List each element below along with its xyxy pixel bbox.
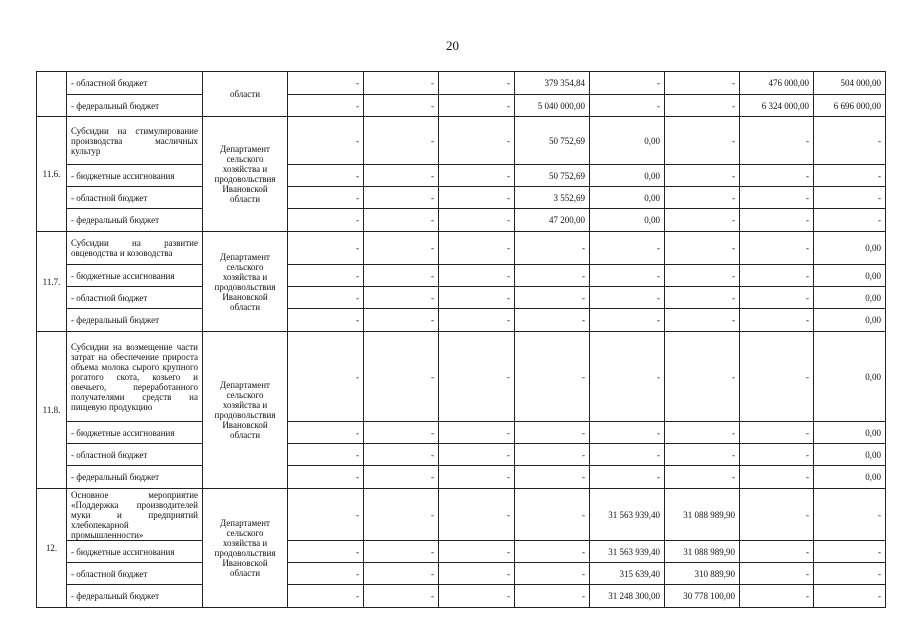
value-cell: - xyxy=(665,287,740,309)
page-number: 20 xyxy=(446,38,459,53)
value-cell: - xyxy=(288,466,364,489)
value-cell: 0,00 xyxy=(814,444,886,466)
value-cell: - xyxy=(814,585,886,608)
row-description: - федеральный бюджет xyxy=(67,95,203,117)
value-cell: - xyxy=(590,287,665,309)
table-row xyxy=(37,209,886,232)
value-cell: - xyxy=(439,72,515,95)
value-cell: - xyxy=(439,444,515,466)
table-row xyxy=(37,489,886,541)
value-cell: - xyxy=(590,422,665,444)
value-cell: - xyxy=(439,287,515,309)
value-cell: - xyxy=(288,209,364,232)
value-cell: - xyxy=(814,117,886,165)
row-description: - бюджетные ассигнования xyxy=(67,541,203,563)
value-cell: - xyxy=(364,287,439,309)
row-description: - областной бюджет xyxy=(67,72,203,95)
value-cell: 0,00 xyxy=(814,332,886,422)
value-cell: - xyxy=(740,422,814,444)
value-cell: - xyxy=(515,563,590,585)
table-row xyxy=(37,187,886,209)
value-cell: - xyxy=(814,209,886,232)
value-cell: - xyxy=(740,444,814,466)
value-cell: - xyxy=(364,422,439,444)
value-cell: 0,00 xyxy=(814,466,886,489)
value-cell: 0,00 xyxy=(814,232,886,265)
table-row xyxy=(37,332,886,422)
value-cell: - xyxy=(364,165,439,187)
table-row xyxy=(37,165,886,187)
budget-table xyxy=(36,71,886,608)
item-number: 12. xyxy=(37,489,67,608)
value-cell: 0,00 xyxy=(590,187,665,209)
value-cell: 0,00 xyxy=(590,117,665,165)
value-cell: - xyxy=(740,489,814,541)
value-cell: - xyxy=(665,466,740,489)
value-cell: - xyxy=(665,232,740,265)
value-cell: 5 040 000,00 xyxy=(515,95,590,117)
value-cell: - xyxy=(740,287,814,309)
value-cell: - xyxy=(288,563,364,585)
table-row xyxy=(37,585,886,608)
value-cell: - xyxy=(439,265,515,287)
item-number xyxy=(37,72,67,117)
row-description: - федеральный бюджет xyxy=(67,466,203,489)
table-row xyxy=(37,541,886,563)
value-cell: - xyxy=(364,95,439,117)
value-cell: 6 324 000,00 xyxy=(740,95,814,117)
value-cell: 0,00 xyxy=(814,422,886,444)
value-cell: - xyxy=(288,541,364,563)
value-cell: 379 354,84 xyxy=(515,72,590,95)
row-description: - областной бюджет xyxy=(67,287,203,309)
value-cell: - xyxy=(515,309,590,332)
value-cell: - xyxy=(439,187,515,209)
value-cell: - xyxy=(814,563,886,585)
table-row xyxy=(37,95,886,117)
value-cell: 315 639,40 xyxy=(590,563,665,585)
value-cell: - xyxy=(665,309,740,332)
value-cell: - xyxy=(288,489,364,541)
value-cell: - xyxy=(665,95,740,117)
value-cell: 504 000,00 xyxy=(814,72,886,95)
executor: Департамент сельского хозяйства и продовольствия Ивановской области xyxy=(203,117,288,232)
item-number: 11.6. xyxy=(37,117,67,232)
value-cell: 31 088 989,90 xyxy=(665,489,740,541)
value-cell: - xyxy=(439,209,515,232)
row-description: - федеральный бюджет xyxy=(67,585,203,608)
value-cell: 0,00 xyxy=(814,265,886,287)
value-cell: 31 248 300,00 xyxy=(590,585,665,608)
row-description: - бюджетные ассигнования xyxy=(67,265,203,287)
value-cell: - xyxy=(288,287,364,309)
value-cell: - xyxy=(665,422,740,444)
value-cell: - xyxy=(740,585,814,608)
value-cell: - xyxy=(364,332,439,422)
value-cell: - xyxy=(439,309,515,332)
value-cell: - xyxy=(665,187,740,209)
value-cell: - xyxy=(364,72,439,95)
value-cell: - xyxy=(439,165,515,187)
value-cell: - xyxy=(288,422,364,444)
table-body xyxy=(37,72,886,608)
row-description: - бюджетные ассигнования xyxy=(67,165,203,187)
value-cell: 0,00 xyxy=(590,209,665,232)
value-cell: - xyxy=(515,232,590,265)
value-cell: - xyxy=(665,72,740,95)
value-cell: - xyxy=(740,541,814,563)
value-cell: - xyxy=(814,165,886,187)
value-cell: - xyxy=(439,585,515,608)
table-row xyxy=(37,232,886,265)
value-cell: - xyxy=(740,563,814,585)
value-cell: - xyxy=(364,563,439,585)
row-description: - областной бюджет xyxy=(67,563,203,585)
table-row xyxy=(37,117,886,165)
value-cell: - xyxy=(364,117,439,165)
value-cell: - xyxy=(364,265,439,287)
value-cell: - xyxy=(515,541,590,563)
executor: области xyxy=(203,72,288,117)
value-cell: 3 552,69 xyxy=(515,187,590,209)
value-cell: - xyxy=(364,541,439,563)
value-cell: - xyxy=(740,117,814,165)
value-cell: 476 000,00 xyxy=(740,72,814,95)
table-row xyxy=(37,444,886,466)
row-description: Субсидии на стимулирование производства масличных культур xyxy=(67,117,203,165)
value-cell: - xyxy=(814,489,886,541)
executor: Департамент сельского хозяйства и продовольствия Ивановской области xyxy=(203,332,288,489)
value-cell: - xyxy=(665,165,740,187)
value-cell: - xyxy=(590,232,665,265)
value-cell: - xyxy=(364,466,439,489)
value-cell: - xyxy=(814,541,886,563)
value-cell: - xyxy=(515,287,590,309)
value-cell: - xyxy=(740,309,814,332)
value-cell: - xyxy=(364,209,439,232)
value-cell: - xyxy=(288,309,364,332)
value-cell: 6 696 000,00 xyxy=(814,95,886,117)
value-cell: 47 200,00 xyxy=(515,209,590,232)
row-description: Субсидии на развитие овцеводства и козоводства xyxy=(67,232,203,265)
value-cell: - xyxy=(439,232,515,265)
value-cell: - xyxy=(364,309,439,332)
item-number: 11.7. xyxy=(37,232,67,332)
value-cell: - xyxy=(814,187,886,209)
value-cell: - xyxy=(288,165,364,187)
value-cell: - xyxy=(515,332,590,422)
value-cell: - xyxy=(439,332,515,422)
row-description: Субсидии на возмещение части затрат на обеспечение прироста объема молока сырого крупного рогатого скота, козьего и овечьего, переработанного получателями средств на пищевую продукцию xyxy=(67,332,203,422)
value-cell: 50 752,69 xyxy=(515,165,590,187)
value-cell: - xyxy=(288,232,364,265)
value-cell: - xyxy=(515,422,590,444)
value-cell: - xyxy=(740,232,814,265)
value-cell: - xyxy=(515,585,590,608)
value-cell: - xyxy=(439,422,515,444)
value-cell: - xyxy=(439,117,515,165)
value-cell: 31 563 939,40 xyxy=(590,541,665,563)
value-cell: - xyxy=(665,444,740,466)
value-cell: - xyxy=(590,309,665,332)
value-cell: 0,00 xyxy=(814,287,886,309)
value-cell: - xyxy=(740,332,814,422)
value-cell: - xyxy=(364,585,439,608)
value-cell: - xyxy=(439,466,515,489)
value-cell: - xyxy=(439,489,515,541)
value-cell: 31 563 939,40 xyxy=(590,489,665,541)
value-cell: 0,00 xyxy=(814,309,886,332)
row-description: - областной бюджет xyxy=(67,444,203,466)
value-cell: - xyxy=(288,95,364,117)
value-cell: - xyxy=(515,466,590,489)
value-cell: - xyxy=(439,541,515,563)
value-cell: - xyxy=(665,265,740,287)
value-cell: - xyxy=(740,187,814,209)
table-row xyxy=(37,563,886,585)
row-description: Основное мероприятие «Поддержка производителей муки и предприятий хлебопекарной промышленности» xyxy=(67,489,203,541)
value-cell: - xyxy=(590,444,665,466)
value-cell: - xyxy=(288,585,364,608)
value-cell: - xyxy=(364,232,439,265)
table-row xyxy=(37,72,886,95)
row-description: - бюджетные ассигнования xyxy=(67,422,203,444)
value-cell: - xyxy=(740,165,814,187)
value-cell: - xyxy=(665,332,740,422)
table-row xyxy=(37,466,886,489)
table-row xyxy=(37,265,886,287)
value-cell: - xyxy=(590,265,665,287)
value-cell: - xyxy=(515,265,590,287)
value-cell: - xyxy=(439,95,515,117)
item-number: 11.8. xyxy=(37,332,67,489)
value-cell: - xyxy=(364,444,439,466)
value-cell: 310 889,90 xyxy=(665,563,740,585)
value-cell: - xyxy=(288,332,364,422)
value-cell: - xyxy=(288,265,364,287)
value-cell: - xyxy=(740,466,814,489)
executor: Департамент сельского хозяйства и продовольствия Ивановской области xyxy=(203,232,288,332)
table-row xyxy=(37,422,886,444)
value-cell: - xyxy=(665,209,740,232)
row-description: - федеральный бюджет xyxy=(67,209,203,232)
value-cell: - xyxy=(590,332,665,422)
value-cell: - xyxy=(515,444,590,466)
value-cell: 50 752,69 xyxy=(515,117,590,165)
value-cell: - xyxy=(740,209,814,232)
value-cell: - xyxy=(590,72,665,95)
value-cell: - xyxy=(665,117,740,165)
value-cell: - xyxy=(364,489,439,541)
value-cell: 31 088 989,90 xyxy=(665,541,740,563)
value-cell: - xyxy=(364,187,439,209)
value-cell: - xyxy=(288,117,364,165)
value-cell: 30 778 100,00 xyxy=(665,585,740,608)
value-cell: - xyxy=(288,444,364,466)
value-cell: - xyxy=(590,95,665,117)
value-cell: 0,00 xyxy=(590,165,665,187)
table-row xyxy=(37,309,886,332)
value-cell: - xyxy=(439,563,515,585)
table-row xyxy=(37,287,886,309)
value-cell: - xyxy=(515,489,590,541)
executor: Департамент сельского хозяйства и продовольствия Ивановской области xyxy=(203,489,288,608)
value-cell: - xyxy=(740,265,814,287)
value-cell: - xyxy=(288,72,364,95)
value-cell: - xyxy=(590,466,665,489)
value-cell: - xyxy=(288,187,364,209)
row-description: - федеральный бюджет xyxy=(67,309,203,332)
row-description: - областной бюджет xyxy=(67,187,203,209)
